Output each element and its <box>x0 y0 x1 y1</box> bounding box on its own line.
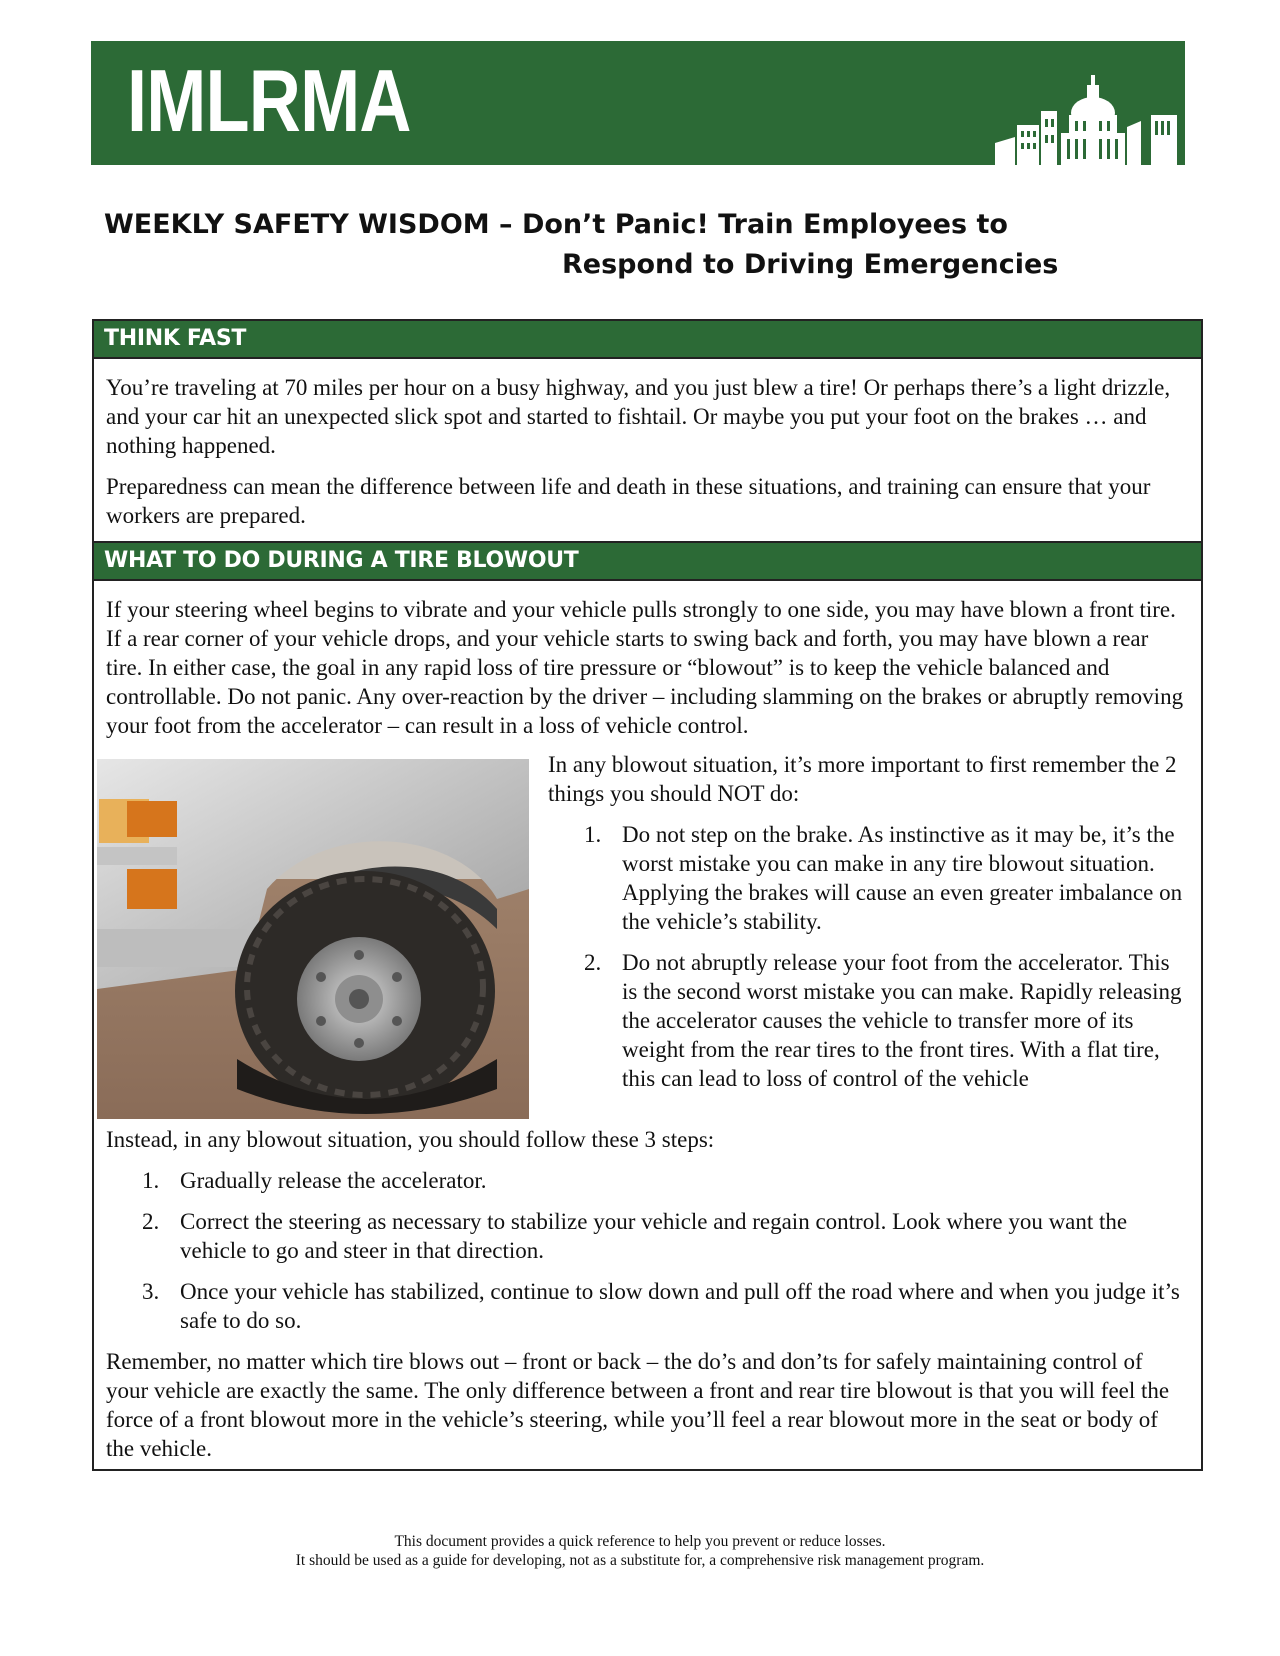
think-fast-paragraph-1: You’re traveling at 70 miles per hour on a busy highway, and you just blew a tire! Or perhaps there’s a light drizzle, and your car hit an unexpected slick spot and started to fishtail. Or maybe you put your foot on the brakes … and nothing happened. <box>106 375 1171 458</box>
list-text: Once your vehicle has stabilized, continue to slow down and pull off the road where and when you judge it’s safe to do so. <box>180 1279 1180 1333</box>
list-number: 1. <box>142 1168 160 1193</box>
not-do-intro: In any blowout situation, it’s more important to first remember the 2 things you should NOT do: <box>548 752 1177 806</box>
page-title <box>104 205 1104 285</box>
title-line-1: WEEKLY SAFETY WISDOM – Don’t Panic! Train Employees to <box>104 209 1008 240</box>
header-banner <box>91 41 1185 165</box>
steps-intro: Instead, in any blowout situation, you should follow these 3 steps: <box>106 1127 715 1152</box>
list-number: 2. <box>142 1209 160 1234</box>
not-do-list <box>548 820 1188 1093</box>
not-do-column <box>548 750 1188 1105</box>
capitol-skyline-icon <box>955 41 1185 165</box>
think-fast-paragraph-2: Preparedness can mean the difference between life and death in these situations, and training can ensure that your workers are prepared. <box>106 474 1151 528</box>
list-number: 2. <box>584 950 602 975</box>
blowout-intro-paragraph: If your steering wheel begins to vibrate and your vehicle pulls strongly to one side, you may have blown a front tire. If a rear corner of your vehicle drops, and your vehicle starts to swing back and forth, you may have blown a rear tire. In either case, the goal in any rapid loss of tire pressure or “blowout” is to keep the vehicle balanced and controllable. Do not panic. Any over-reaction by the driver – including slamming on the brakes or abruptly removing your foot from the accelerator – can result in a loss of vehicle control. <box>106 597 1184 738</box>
list-number: 3. <box>142 1279 160 1304</box>
steps-list <box>94 1166 1201 1335</box>
think-fast-heading: THINK FAST <box>94 321 1201 359</box>
list-text: Gradually release the accelerator. <box>180 1168 487 1193</box>
list-item <box>94 1207 1201 1265</box>
footer <box>0 1532 1280 1570</box>
logo-text: IMLRMA <box>127 51 411 150</box>
list-item <box>94 1277 1201 1335</box>
list-text: Do not abruptly release your foot from the accelerator. This is the second worst mistake you can make. Rapidly releasing the accelerator causes the vehicle to transfer more of its weight from the rear tires to the front tires. With a flat tire, this can lead to loss of control of the vehicle <box>622 950 1182 1091</box>
steps-area <box>94 1125 1201 1463</box>
closing-paragraph: Remember, no matter which tire blows out – front or back – the do’s and don’ts for safely maintaining control of your vehicle are exactly the same. The only difference between a front and rear tire blowout is that you will feel the force of a front blowout more in the vehicle’s steering, while you’ll feel a rear blowout more in the seat or body of the vehicle. <box>106 1349 1170 1461</box>
list-item <box>548 948 1188 1093</box>
list-text: Correct the steering as necessary to stabilize your vehicle and regain control. Look where you want the vehicle to go and steer in that direction. <box>180 1209 1128 1263</box>
think-fast-section <box>92 319 1203 544</box>
list-text: Do not step on the brake. As instinctive as it may be, it’s the worst mistake you can make in any tire blowout situation. Applying the brakes will cause an even greater imbalance on the vehicle’s stability. <box>622 822 1183 934</box>
list-number: 1. <box>584 822 602 847</box>
footer-line-1: This document provides a quick reference to help you prevent or reduce losses. <box>394 1533 886 1550</box>
flat-tire-photo <box>97 759 529 1119</box>
blowout-section <box>92 541 1203 1471</box>
footer-line-2: It should be used as a guide for developing, not as a substitute for, a comprehensive risk management program. <box>295 1552 985 1569</box>
blowout-heading: WHAT TO DO DURING A TIRE BLOWOUT <box>94 543 1201 581</box>
list-item <box>548 820 1188 936</box>
list-item <box>94 1166 1201 1195</box>
title-line-2: Respond to Driving Emergencies <box>562 249 1059 280</box>
